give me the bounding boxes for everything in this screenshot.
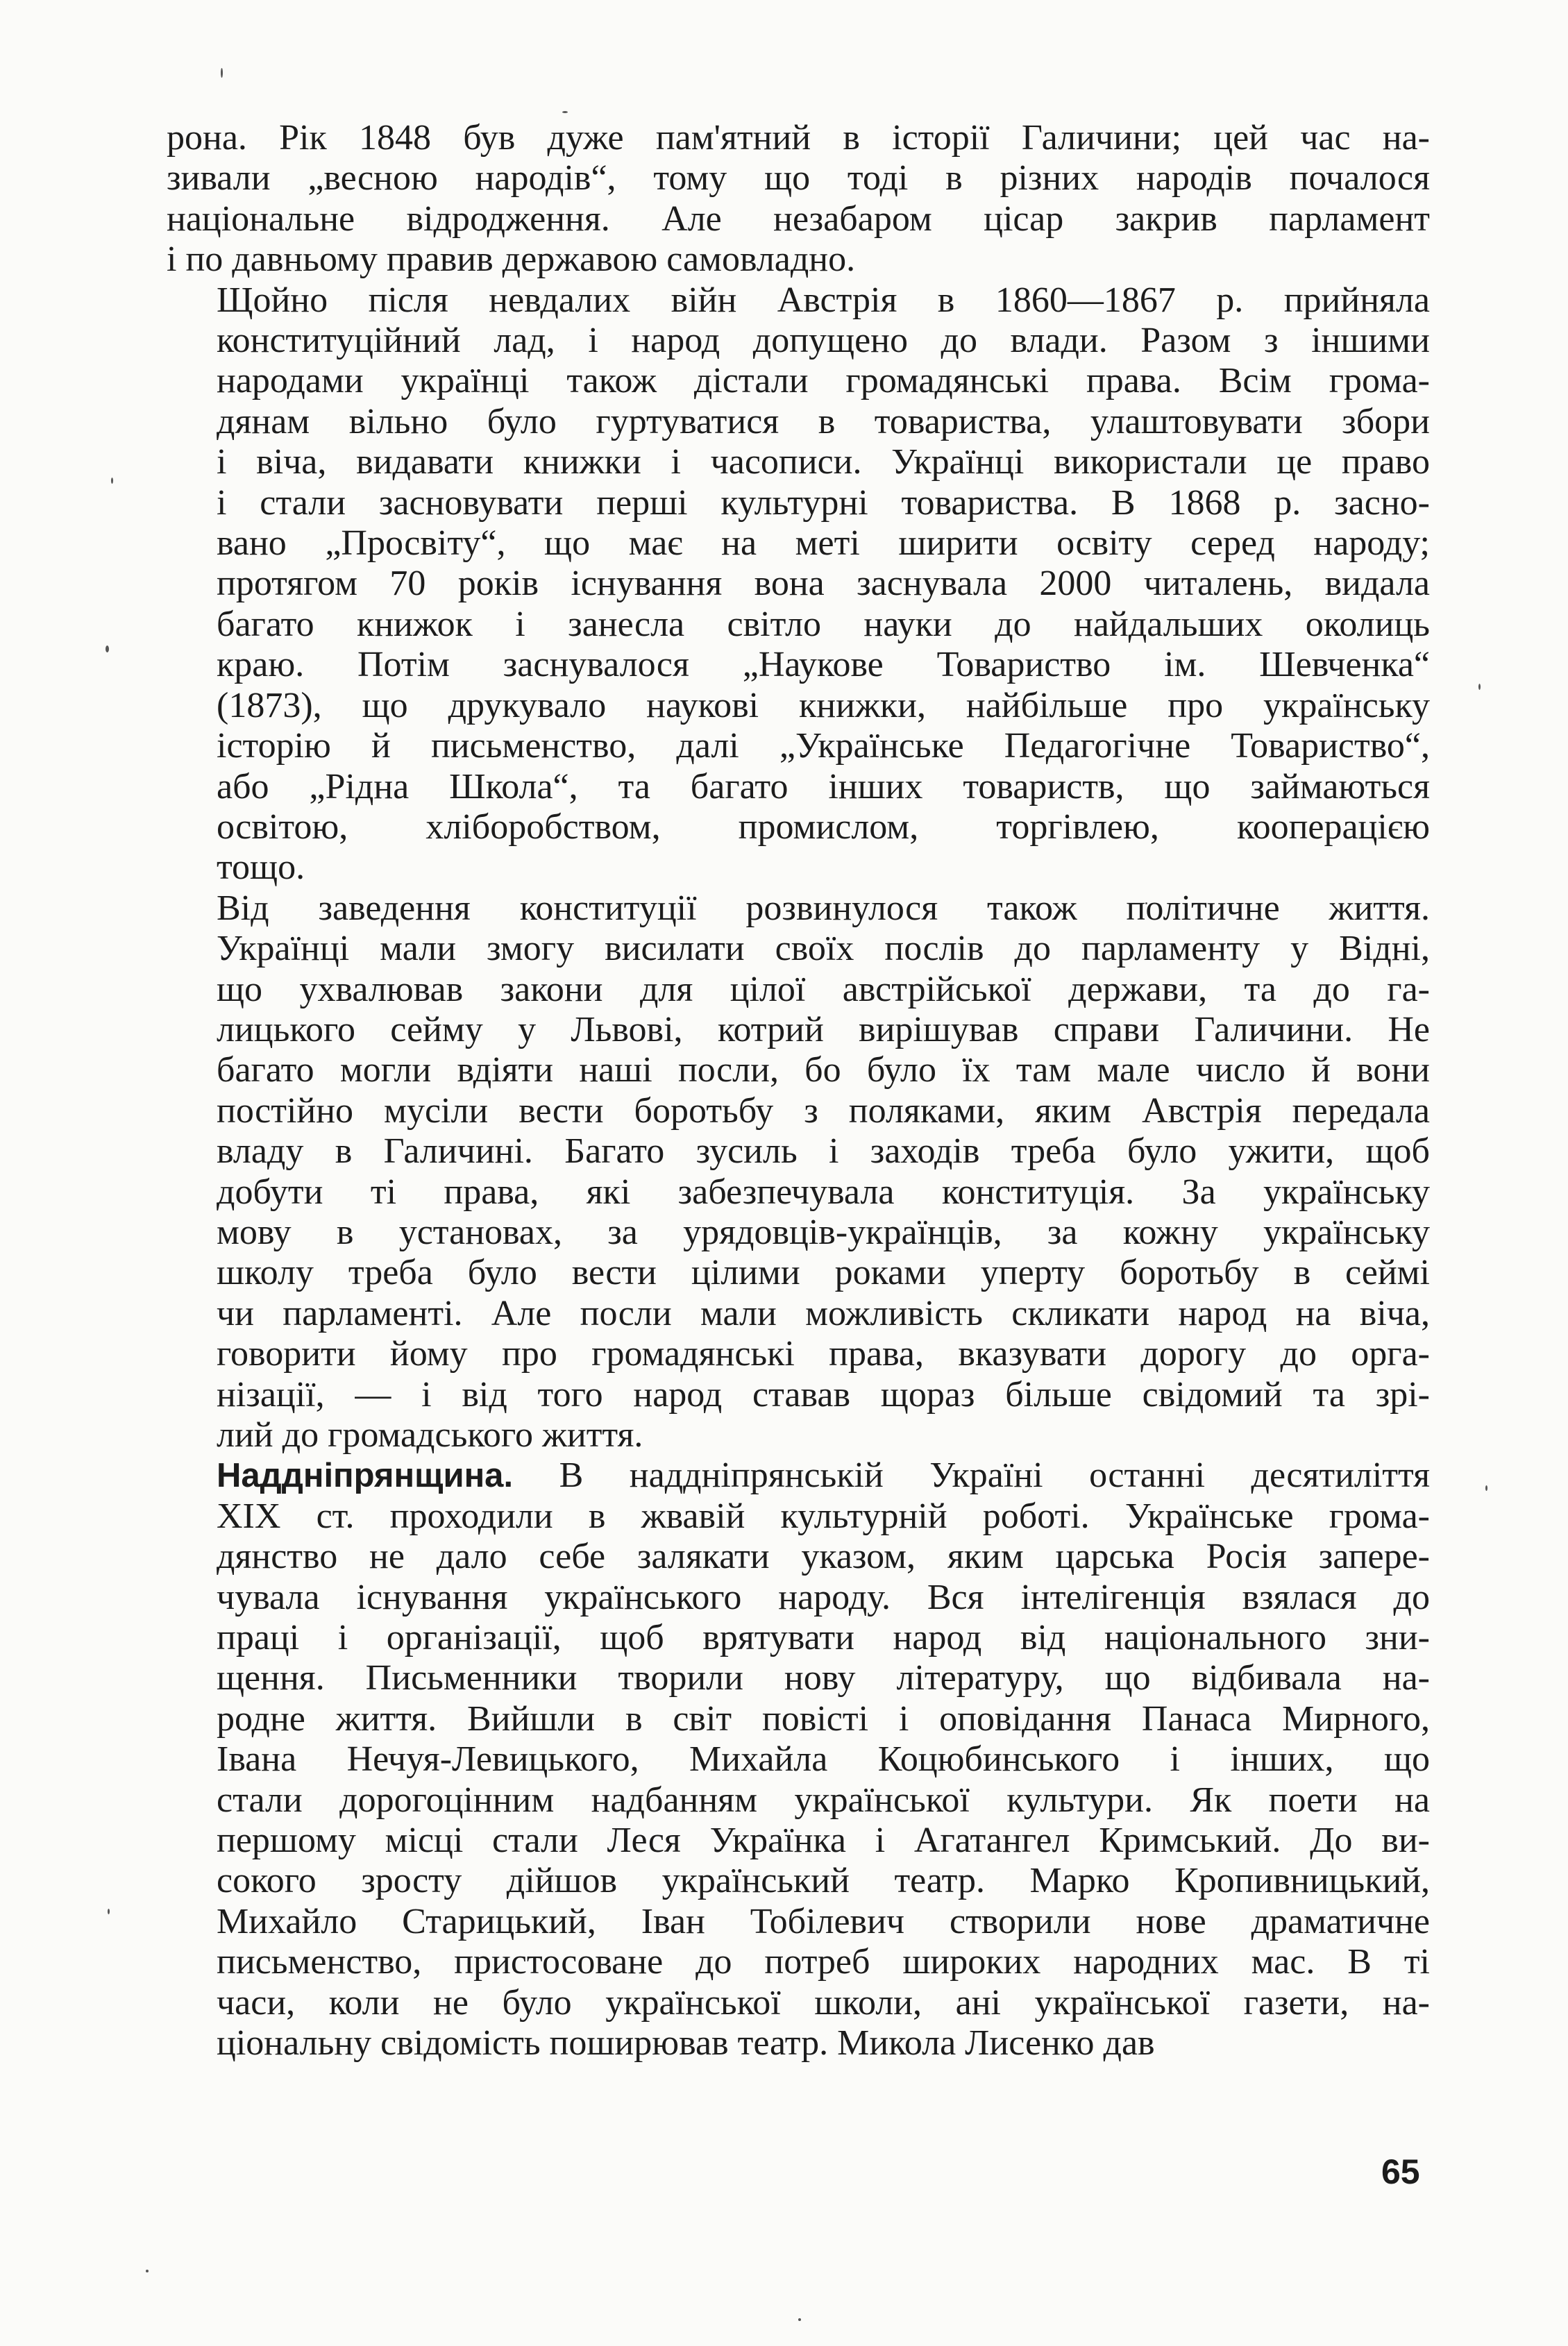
text-line: Михайло Старицький, Іван Тобілевич створили нове драматичне bbox=[217, 1901, 1430, 1941]
print-speck bbox=[146, 2270, 149, 2272]
text-line: школу треба було вести цілими роками уперту боротьбу в сеймі bbox=[217, 1253, 1430, 1293]
print-speck bbox=[221, 68, 223, 78]
paragraph bbox=[167, 280, 1430, 888]
print-speck bbox=[798, 2318, 801, 2321]
text-line: родне життя. Вийшли в світ повісті і оповідання Панаса Мирного, bbox=[217, 1698, 1430, 1739]
text-line: що ухвалював закони для цілої австрійської держави, та до га- bbox=[217, 969, 1430, 1009]
text-line: тощо. bbox=[217, 847, 305, 888]
text-line: щення. Письменники творили нову літературу, що відбивала на- bbox=[217, 1658, 1430, 1698]
text-line: Щойно після невдалих війн Австрія в 1860—1867 р. прийняла bbox=[217, 280, 1430, 320]
text-line: рона. Рік 1848 був дуже пам'ятний в історії Галичини; цей час на- bbox=[167, 118, 1430, 158]
text-line: письменство, пристосоване до потреб широких народних мас. В ті bbox=[217, 1942, 1430, 1982]
body-text bbox=[167, 118, 1430, 2064]
text-line: лий до громадського життя. bbox=[217, 1415, 643, 1455]
text-line bbox=[167, 1455, 1430, 1496]
text-line: і віча, видавати книжки і часописи. Українці використали це право bbox=[217, 442, 1430, 482]
text-line: дянам вільно було гуртуватися в товариства, улаштовувати збори bbox=[217, 401, 1430, 441]
paragraph bbox=[167, 118, 1430, 280]
text-line: мову в установах, за урядовців-українців, за кожну українську bbox=[217, 1212, 1430, 1252]
text-line: ціональну свідомість поширював театр. Микола Лисенко дав bbox=[217, 2023, 1155, 2064]
text-line: говорити йому про громадянські права, вказувати дорогу до орга- bbox=[217, 1334, 1430, 1374]
print-speck bbox=[562, 111, 568, 113]
text-line: Від заведення конституції розвинулося також політичне життя. bbox=[217, 888, 1430, 928]
text-line: чи парламенті. Але посли мали можливість скликати народ на віча, bbox=[217, 1293, 1430, 1333]
paragraph bbox=[167, 1455, 1430, 2064]
text-line: освітою, хліборобством, промислом, торгівлею, кооперацією bbox=[217, 807, 1430, 847]
paragraph bbox=[167, 888, 1430, 1456]
text-line: постійно мусіли вести боротьбу з поляками, яким Австрія передала bbox=[217, 1090, 1430, 1131]
text-line: Івана Нечуя-Левицького, Михайла Коцюбинського і інших, що bbox=[217, 1739, 1430, 1780]
text-line: краю. Потім заснувалося „Наукове Товариство ім. Шевченка“ bbox=[217, 645, 1430, 685]
text-line: добути ті права, які забезпечувала конституція. За українську bbox=[217, 1172, 1430, 1212]
text-line: конституційний лад, і народ допущено до влади. Разом з іншими bbox=[217, 321, 1430, 361]
text-line: народами українці також дістали громадянські права. Всім грома- bbox=[217, 361, 1430, 401]
text-line: нізації, — і від того народ ставав щораз більше свідомий та зрі- bbox=[217, 1374, 1430, 1415]
text-line: першому місці стали Леся Українка і Агатангел Кримський. До ви- bbox=[217, 1821, 1430, 1861]
text-line: вано „Просвіту“, що має на меті ширити освіту серед народу; bbox=[217, 523, 1430, 564]
text-line: Українці мали змогу висилати своїх послів до парламенту у Відні, bbox=[217, 929, 1430, 969]
print-speck bbox=[1478, 684, 1481, 690]
text-line: протягом 70 років існування вона заснувала 2000 читалень, видала bbox=[217, 564, 1430, 604]
text-line: і стали засновувати перші культурні товариства. В 1868 р. засно- bbox=[217, 482, 1430, 523]
text-line: XIX ст. проходили в жвавій культурній роботі. Українське грома- bbox=[217, 1496, 1430, 1536]
text-line: часи, коли не було української школи, ані української газети, на- bbox=[217, 1982, 1430, 2023]
text-line: і по давньому правив державою самовладно. bbox=[167, 239, 856, 280]
section-heading: Наддніпрянщина. bbox=[217, 1457, 514, 1495]
text-line: багато могли вдіяти наші посли, бо було їх там мале число й вони bbox=[217, 1050, 1430, 1090]
text-line: праці і організації, щоб врятувати народ від національного зни- bbox=[217, 1618, 1430, 1658]
text-line: багато книжок і занесла світло науки до найдальших околиць bbox=[217, 604, 1430, 644]
print-speck bbox=[111, 478, 113, 484]
page-number: 65 bbox=[1381, 2152, 1420, 2191]
text-line: або „Рідна Школа“, та багато інших товариств, що займаються bbox=[217, 766, 1430, 807]
text-line: (1873), що друкувало наукові книжки, найбільше про українську bbox=[217, 685, 1430, 725]
print-speck bbox=[1485, 1485, 1487, 1491]
text-line: сокого зросту дійшов український театр. Марко Кропивницький, bbox=[217, 1861, 1430, 1901]
text-line: чувала існування українського народу. Вся інтелігенція взялася до bbox=[217, 1577, 1430, 1617]
text-line: історію й письменство, далі „Українське Педагогічне Товариство“, bbox=[217, 726, 1430, 766]
text-line: національне відродження. Але незабаром цісар закрив парламент bbox=[167, 199, 1430, 239]
text-line: дянство не дало себе залякати указом, яким царська Росія запере- bbox=[217, 1537, 1430, 1577]
text-line: владу в Галичині. Багато зусиль і заходів треба було ужити, щоб bbox=[217, 1131, 1430, 1172]
print-speck bbox=[106, 645, 109, 652]
text-line: лицького сейму у Львові, котрий вирішував справи Галичини. Не bbox=[217, 1009, 1430, 1049]
text-line: стали дорогоцінним надбанням української культури. Як поети на bbox=[217, 1780, 1430, 1820]
text-run: В наддніпрянській Україні останні десятиліття bbox=[513, 1455, 1430, 1496]
text-line: зивали „весною народів“, тому що тоді в різних народів почалося bbox=[167, 158, 1430, 199]
print-speck bbox=[108, 1909, 110, 1914]
